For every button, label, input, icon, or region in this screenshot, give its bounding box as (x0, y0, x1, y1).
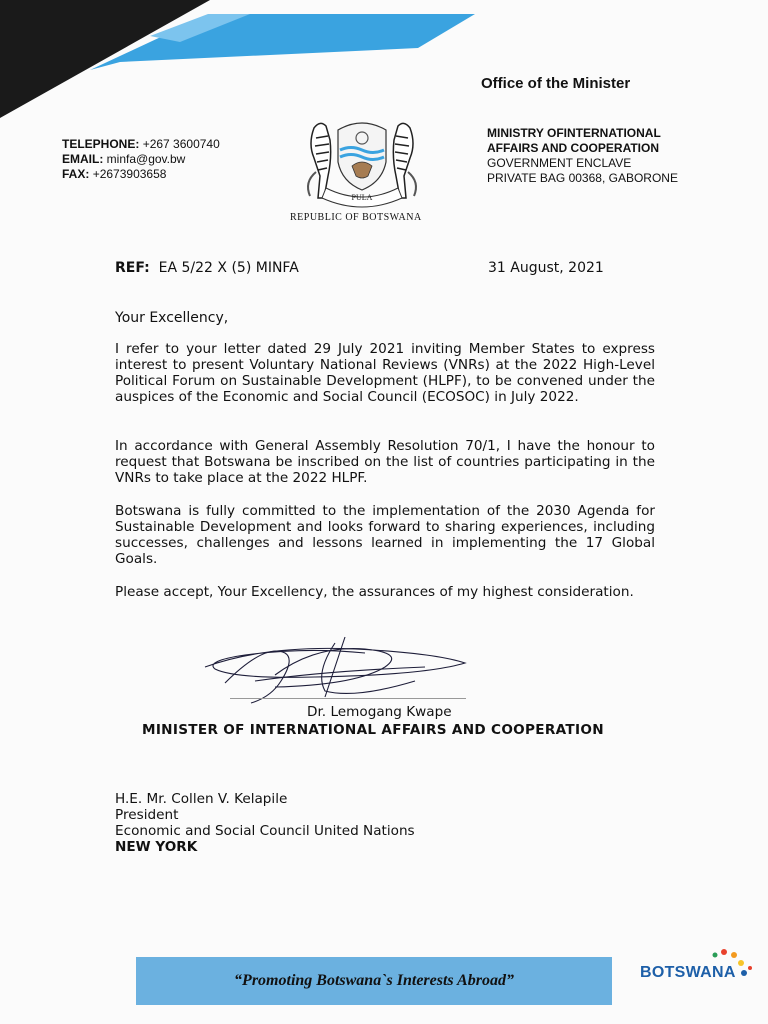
footer-motto: “Promoting Botswana`s Interests Abroad” (234, 972, 514, 989)
recipient-address (115, 791, 415, 855)
letter-date: 31 August, 2021 (488, 260, 604, 276)
signature-line (230, 698, 466, 699)
brand-wordmark: BOTSWANA (640, 964, 736, 981)
address-line2: PRIVATE BAG 00368, GABORONE (487, 171, 678, 185)
header-banner (0, 0, 480, 120)
address-line1: GOVERNMENT ENCLAVE (487, 156, 632, 170)
paragraph-4: Please accept, Your Excellency, the assurances of my highest consideration. (115, 584, 634, 600)
paragraph-3: Botswana is fully committed to the implementation of the 2030 Agenda for Sustainable Development and looks forward to sharing experiences, including successes, challenges and lessons learned in implementing the 17 Global Goals. (115, 503, 655, 567)
signatory-title: MINISTER OF INTERNATIONAL AFFAIRS AND COOPERATION (142, 722, 604, 738)
fax-line: FAX: +2673903658 (62, 167, 167, 181)
reference-label: REF: (115, 260, 150, 276)
reference-number: EA 5/22 X (5) MINFA (158, 260, 299, 276)
contact-block (62, 137, 220, 182)
recipient-position: President (115, 807, 179, 823)
coat-of-arms-icon (292, 110, 432, 210)
email-line: EMAIL: minfa@gov.bw (62, 152, 186, 166)
signature (195, 625, 475, 705)
fax-value: +2673903658 (92, 167, 167, 181)
reference-line (115, 260, 299, 276)
email-value: minfa@gov.bw (106, 152, 186, 166)
signatory-name: Dr. Lemogang Kwape (307, 704, 452, 720)
crest-motto: PULA (351, 193, 373, 202)
paragraph-2: In accordance with General Assembly Resolution 70/1, I have the honour to request that Botswana be inscribed on the list of countries participating in the VNRs to take place at the 2022 HLPF. (115, 438, 655, 486)
ministry-name-line2: AFFAIRS AND COOPERATION (487, 141, 660, 155)
ministry-name-line1: MINISTRY OFINTERNATIONAL (487, 126, 661, 140)
recipient-organization: Economic and Social Council United Nations (115, 823, 415, 839)
recipient-name: H.E. Mr. Collen V. Kelapile (115, 791, 288, 807)
telephone-value: +267 3600740 (142, 137, 220, 151)
salutation: Your Excellency, (115, 310, 229, 326)
office-heading: Office of the Minister (481, 75, 631, 92)
ministry-address-block (487, 126, 678, 186)
telephone-line: TELEPHONE: +267 3600740 (62, 137, 220, 151)
paragraph-1: I refer to your letter dated 29 July 2021 inviting Member States to express interest to present Voluntary National Reviews (VNRs) at the 2022 High-Level Political Forum on Sustainable Development (HLPF), to be convened under the auspices of the Economic and Social Council (ECOSOC) in July 2022. (115, 341, 655, 405)
crest-caption: REPUBLIC OF BOTSWANA (290, 212, 422, 223)
recipient-city: NEW YORK (115, 839, 198, 855)
